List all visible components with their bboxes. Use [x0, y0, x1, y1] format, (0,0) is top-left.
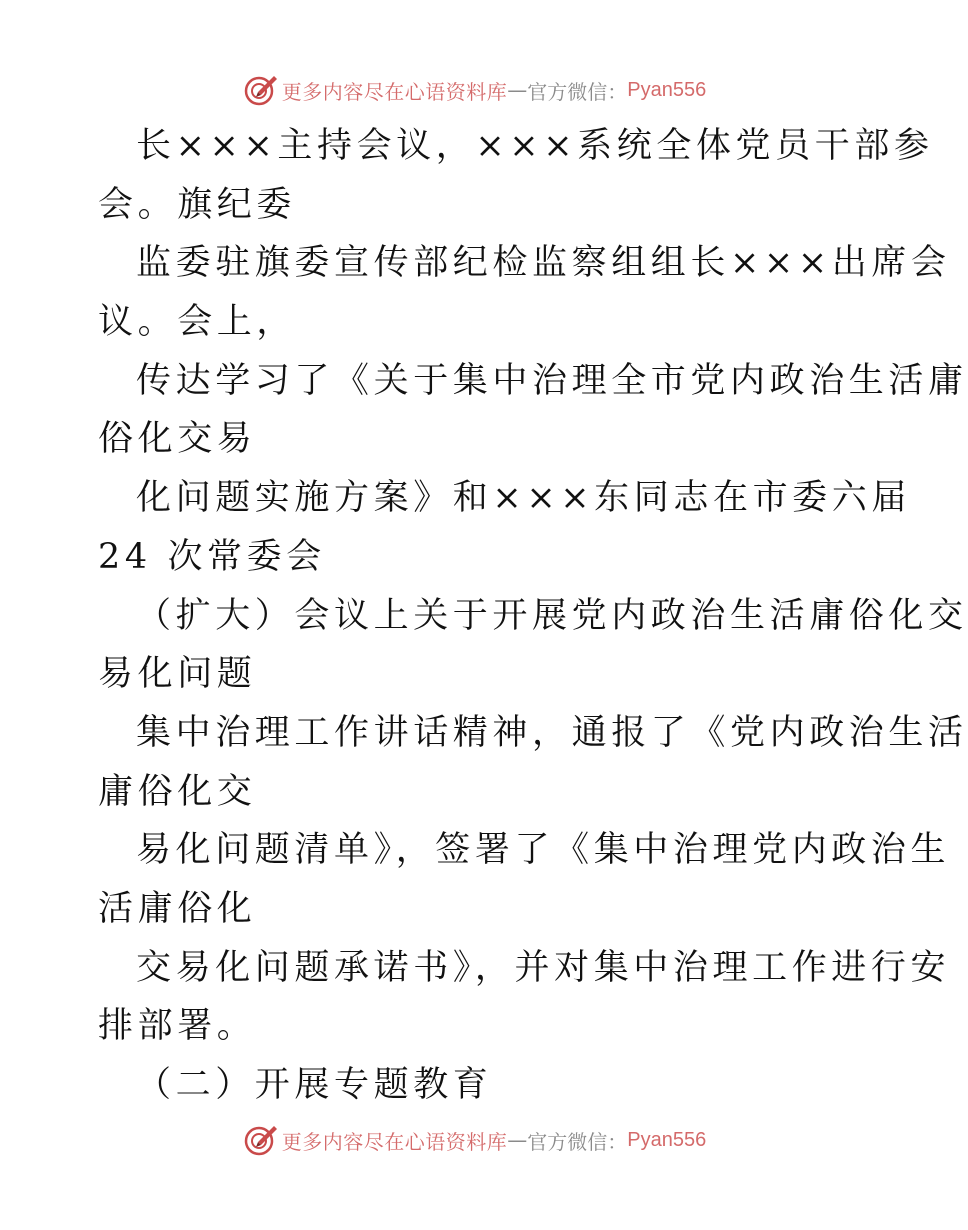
text-line: 排部署。: [98, 1006, 257, 1047]
text-line: 传达学习了《关于集中治理全市党内政治生活庸: [136, 360, 968, 401]
banner-wechat-id: Pyan556: [627, 1128, 707, 1151]
banner-site-text: 更多内容尽在心语资料库: [281, 79, 508, 104]
banner-separator: —: [507, 1128, 528, 1152]
text-line: （扩大）会议上关于开展党内政治生活庸俗化交: [136, 595, 968, 636]
text-line: 化问题实施方案》和×××东同志在市委六届: [136, 478, 911, 519]
text-line: 易化问题清单》，签署了《集中治理党内政治生: [136, 830, 951, 871]
banner-wechat-label: 官方微信：: [527, 1129, 628, 1154]
text-line: 集中治理工作讲话精神，通报了《党内政治生活: [136, 712, 968, 753]
text-line: 监委驻旗委宣传部纪检监察组组长×××出席会: [136, 243, 951, 284]
banner-separator: —: [507, 78, 528, 102]
text-line: 活庸俗化: [98, 888, 257, 929]
section-heading: （二）开展专题教育: [136, 1065, 493, 1105]
text-line: 庸俗化交: [98, 771, 257, 812]
text-line: 俗化交易: [98, 419, 257, 460]
text-line: 会。旗纪委: [98, 184, 297, 225]
banner-site-text: 更多内容尽在心语资料库: [281, 1129, 508, 1154]
document-body: [98, 117, 968, 1115]
banner-wechat-id: Pyan556: [627, 78, 707, 101]
text-line: 交易化问题承诺书》，并对集中治理工作进行安: [136, 947, 951, 988]
text-line: 长×××主持会议，×××系统全体党员干部参: [136, 126, 934, 166]
text-line: 24 次常委会: [98, 536, 326, 577]
header-watermark-banner: [0, 70, 950, 110]
red-pen-seal-icon: [244, 1123, 278, 1157]
banner-wechat-label: 官方微信：: [527, 79, 628, 104]
red-pen-seal-icon: [244, 73, 278, 107]
text-line: 议。会上，: [98, 302, 297, 343]
footer-watermark-banner: [0, 1120, 950, 1160]
text-line: 易化问题: [98, 654, 257, 695]
